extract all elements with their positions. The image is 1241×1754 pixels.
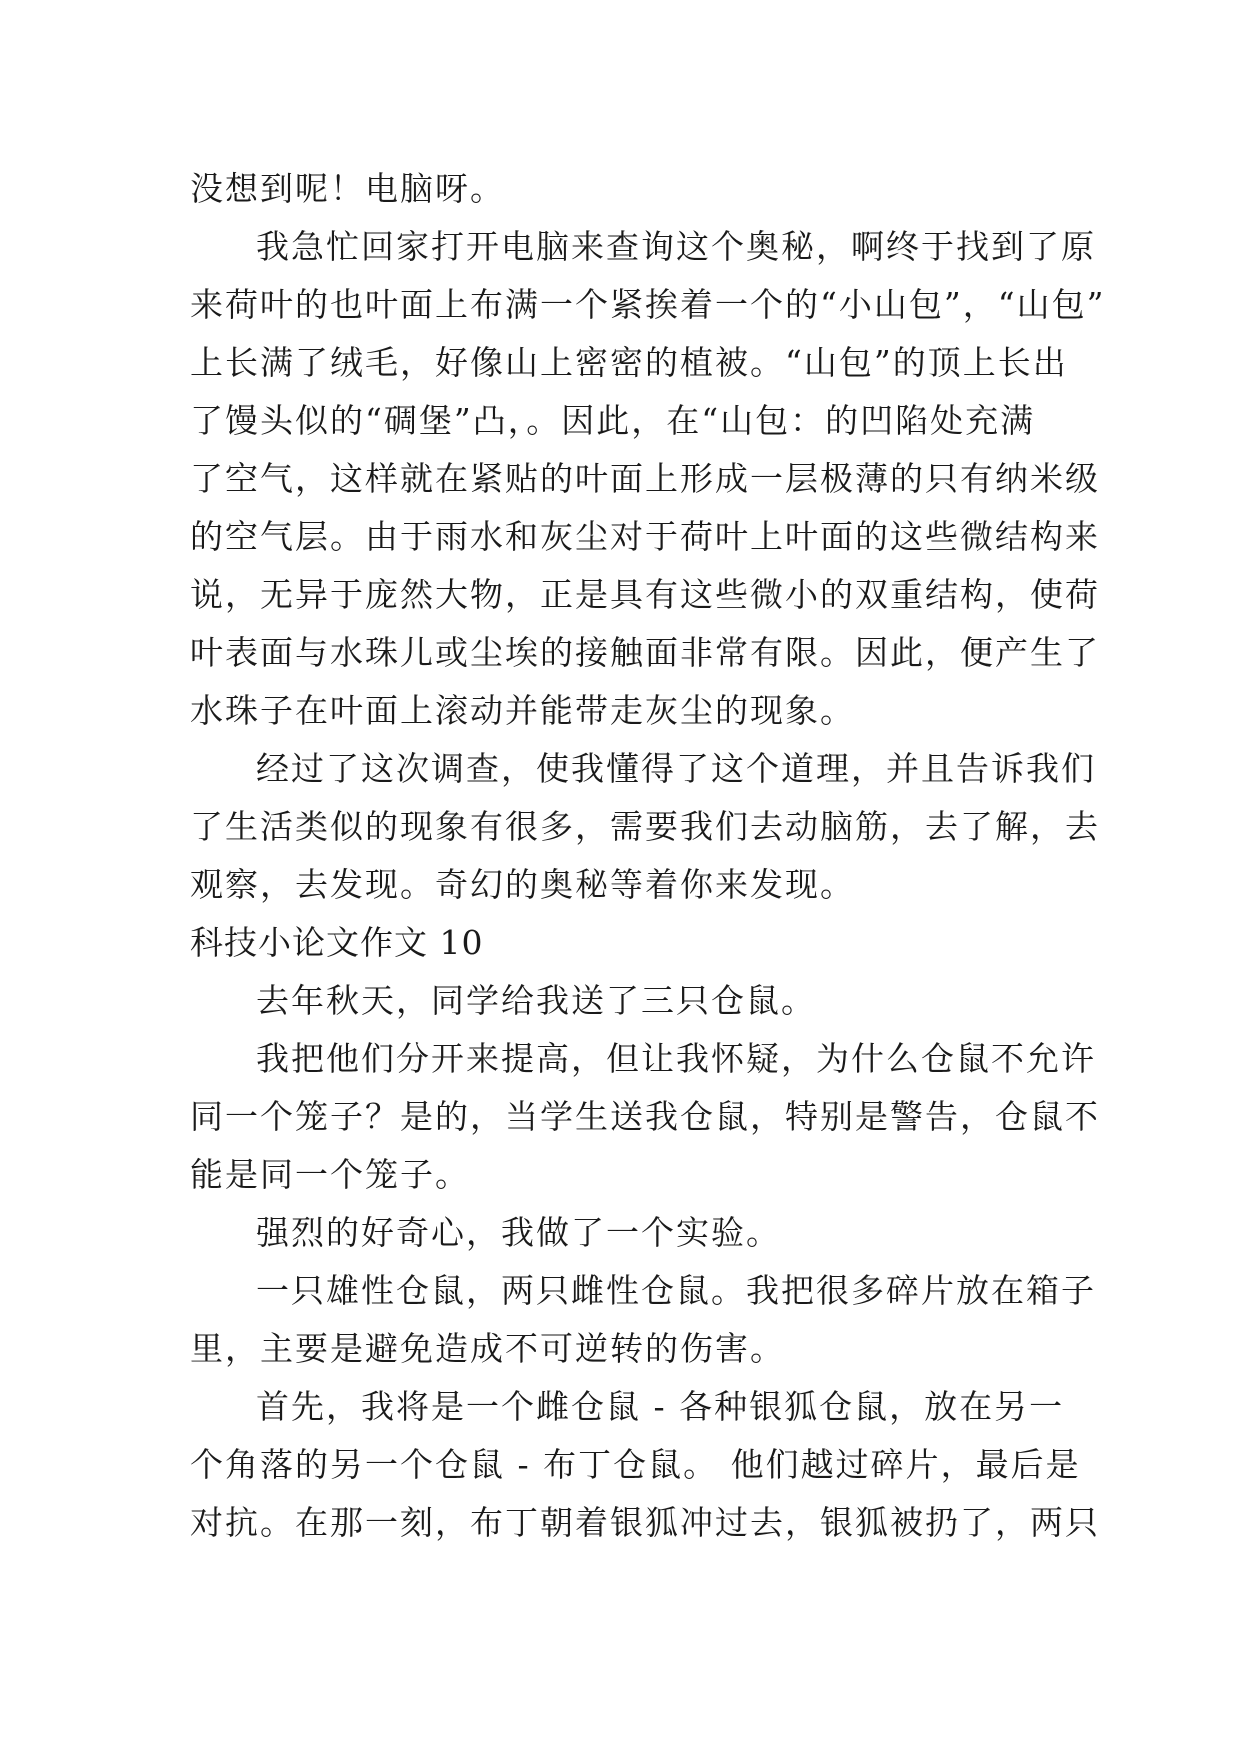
text-line: 说，无异于庞然大物，正是具有这些微小的双重结构，使荷 <box>190 575 1100 614</box>
text-line: 了生活类似的现象有很多，需要我们去动脑筋，去了解，去 <box>190 807 1100 846</box>
text-line: 能是同一个笼子。 <box>190 1155 470 1194</box>
text-line: 强烈的好奇心，我做了一个实验。 <box>256 1213 781 1252</box>
text-line: 上长满了绒毛，好像山上密密的植被。“山包”的顶上长出 <box>190 343 1068 382</box>
text-line: 观察，去发现。奇幻的奥秘等着你来发现。 <box>190 865 855 904</box>
text-line: 首先，我将是一个雌仓鼠 - 各种银狐仓鼠，放在另一 <box>256 1387 1065 1426</box>
text-line: 叶表面与水珠儿或尘埃的接触面非常有限。因此，便产生了 <box>190 633 1100 672</box>
text-line: 一只雄性仓鼠，两只雌性仓鼠。我把很多碎片放在箱子 <box>256 1271 1096 1310</box>
text-line: 对抗。在那一刻，布丁朝着银狐冲过去，银狐被扔了，两只 <box>190 1503 1100 1542</box>
text-line: 里，主要是避免造成不可逆转的伤害。 <box>190 1329 785 1368</box>
text-line: 的空气层。由于雨水和灰尘对于荷叶上叶面的这些微结构来 <box>190 517 1100 556</box>
section-heading: 科技小论文作文 10 <box>190 923 484 962</box>
text-line: 我急忙回家打开电脑来查询这个奥秘，啊终于找到了原 <box>256 227 1096 266</box>
text-line: 去年秋天，同学给我送了三只仓鼠。 <box>256 981 816 1020</box>
text-line: 了空气，这样就在紧贴的叶面上形成一层极薄的只有纳米级 <box>190 459 1100 498</box>
text-line: 个角落的另一个仓鼠 - 布丁仓鼠。 他们越过碎片，最后是 <box>190 1445 1081 1484</box>
text-line: 经过了这次调查，使我懂得了这个道理，并且告诉我们 <box>256 749 1096 788</box>
text-line: 没想到呢！电脑呀。 <box>190 169 505 208</box>
text-line: 来荷叶的也叶面上布满一个紧挨着一个的“小山包”，“山包” <box>190 285 1106 324</box>
text-line: 我把他们分开来提高，但让我怀疑，为什么仓鼠不允许 <box>256 1039 1096 1078</box>
text-line: 同一个笼子？是的，当学生送我仓鼠，特别是警告，仓鼠不 <box>190 1097 1100 1136</box>
text-line: 了馒头似的“碉堡”凸，。因此，在“山包：的凹陷处充满 <box>190 401 1036 440</box>
document-body <box>190 160 1106 1552</box>
text-line: 水珠子在叶面上滚动并能带走灰尘的现象。 <box>190 691 855 730</box>
